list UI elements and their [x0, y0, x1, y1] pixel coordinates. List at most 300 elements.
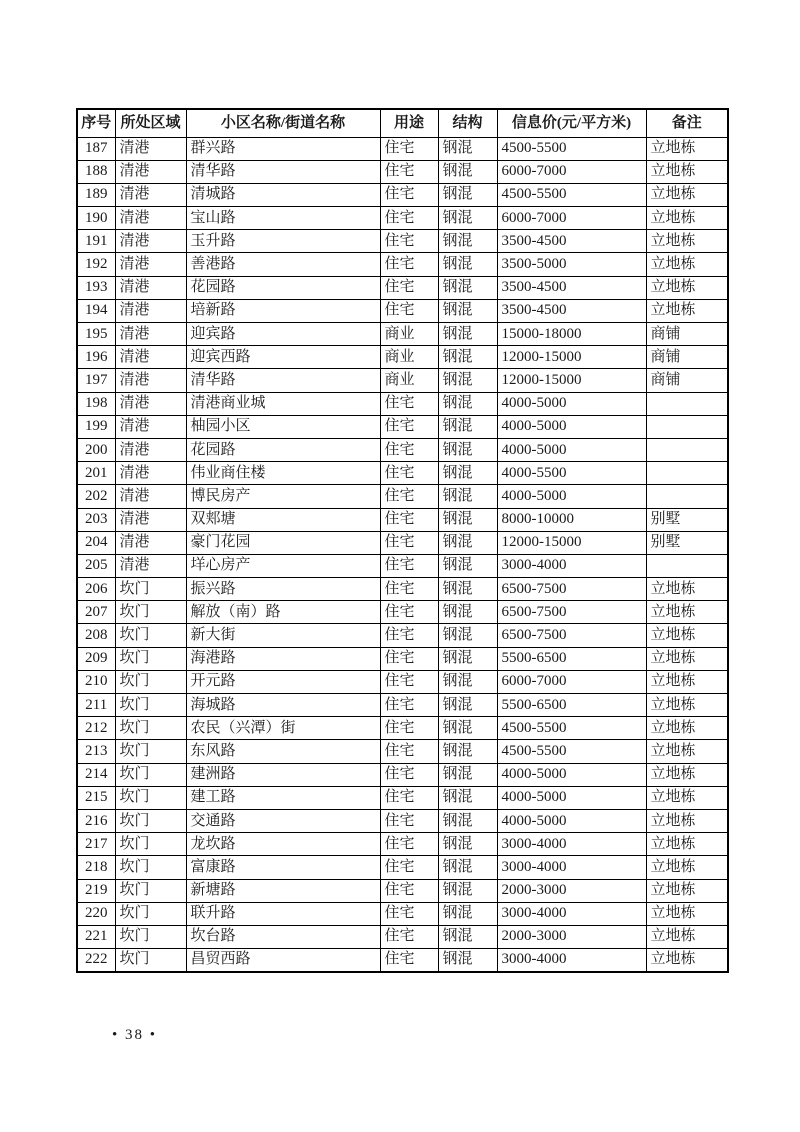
cell-use: 住宅 [380, 299, 438, 322]
cell-remark: 立地栋 [646, 949, 728, 972]
cell-area: 坎门 [115, 949, 186, 972]
cell-remark: 立地栋 [646, 763, 728, 786]
table-row [77, 833, 728, 856]
cell-struct: 钢混 [438, 763, 497, 786]
cell-seq: 204 [77, 531, 115, 554]
cell-name: 双郏塘 [186, 508, 380, 531]
cell-seq: 219 [77, 879, 115, 902]
cell-seq: 211 [77, 694, 115, 717]
table-row [77, 415, 728, 438]
cell-price: 3000-4000 [497, 856, 646, 879]
cell-remark: 立地栋 [646, 207, 728, 230]
cell-price: 12000-15000 [497, 346, 646, 369]
cell-seq: 202 [77, 485, 115, 508]
cell-remark [646, 462, 728, 485]
cell-area: 清港 [115, 207, 186, 230]
cell-struct: 钢混 [438, 856, 497, 879]
cell-area: 清港 [115, 253, 186, 276]
table-row [77, 369, 728, 392]
cell-price: 4000-5000 [497, 392, 646, 415]
cell-area: 坎门 [115, 786, 186, 809]
cell-seq: 201 [77, 462, 115, 485]
cell-struct: 钢混 [438, 717, 497, 740]
cell-remark: 商铺 [646, 323, 728, 346]
cell-name: 新塘路 [186, 879, 380, 902]
cell-price: 6500-7500 [497, 578, 646, 601]
cell-use: 住宅 [380, 670, 438, 693]
cell-remark: 别墅 [646, 531, 728, 554]
cell-use: 住宅 [380, 415, 438, 438]
table-row [77, 856, 728, 879]
cell-struct: 钢混 [438, 879, 497, 902]
cell-price: 4500-5500 [497, 137, 646, 160]
cell-remark [646, 415, 728, 438]
cell-area: 清港 [115, 276, 186, 299]
cell-use: 住宅 [380, 137, 438, 160]
cell-remark: 立地栋 [646, 183, 728, 206]
cell-area: 坎门 [115, 925, 186, 948]
cell-area: 清港 [115, 438, 186, 461]
cell-remark: 别墅 [646, 508, 728, 531]
cell-seq: 217 [77, 833, 115, 856]
cell-price: 3500-4500 [497, 230, 646, 253]
cell-struct: 钢混 [438, 508, 497, 531]
table-row [77, 485, 728, 508]
cell-use: 住宅 [380, 554, 438, 577]
table-row [77, 809, 728, 832]
cell-struct: 钢混 [438, 137, 497, 160]
cell-use: 住宅 [380, 276, 438, 299]
cell-remark: 立地栋 [646, 647, 728, 670]
cell-price: 4500-5500 [497, 740, 646, 763]
cell-seq: 192 [77, 253, 115, 276]
cell-use: 住宅 [380, 578, 438, 601]
cell-use: 商业 [380, 323, 438, 346]
cell-struct: 钢混 [438, 809, 497, 832]
cell-seq: 208 [77, 624, 115, 647]
cell-area: 坎门 [115, 624, 186, 647]
cell-use: 住宅 [380, 740, 438, 763]
cell-use: 住宅 [380, 717, 438, 740]
cell-remark: 商铺 [646, 369, 728, 392]
cell-name: 清港商业城 [186, 392, 380, 415]
table-row [77, 137, 728, 160]
table-row [77, 253, 728, 276]
cell-use: 住宅 [380, 902, 438, 925]
cell-price: 12000-15000 [497, 531, 646, 554]
table-row [77, 717, 728, 740]
column-header-remark: 备注 [646, 109, 728, 137]
cell-struct: 钢混 [438, 740, 497, 763]
cell-use: 住宅 [380, 462, 438, 485]
column-header-name: 小区名称/街道名称 [186, 109, 380, 137]
cell-name: 豪门花园 [186, 531, 380, 554]
column-header-struct: 结构 [438, 109, 497, 137]
cell-seq: 207 [77, 601, 115, 624]
cell-name: 东风路 [186, 740, 380, 763]
cell-seq: 196 [77, 346, 115, 369]
cell-use: 住宅 [380, 485, 438, 508]
table-row [77, 925, 728, 948]
column-header-seq: 序号 [77, 109, 115, 137]
table-row [77, 183, 728, 206]
cell-seq: 213 [77, 740, 115, 763]
price-table [76, 108, 729, 973]
cell-area: 坎门 [115, 763, 186, 786]
column-header-use: 用途 [380, 109, 438, 137]
cell-price: 3000-4000 [497, 949, 646, 972]
cell-use: 住宅 [380, 183, 438, 206]
cell-seq: 188 [77, 160, 115, 183]
cell-struct: 钢混 [438, 670, 497, 693]
cell-seq: 189 [77, 183, 115, 206]
cell-use: 住宅 [380, 925, 438, 948]
cell-struct: 钢混 [438, 601, 497, 624]
cell-name: 建洲路 [186, 763, 380, 786]
cell-use: 住宅 [380, 508, 438, 531]
cell-seq: 210 [77, 670, 115, 693]
table-row [77, 230, 728, 253]
cell-name: 坎台路 [186, 925, 380, 948]
table-row [77, 323, 728, 346]
cell-use: 住宅 [380, 392, 438, 415]
cell-price: 3000-4000 [497, 554, 646, 577]
cell-price: 4500-5500 [497, 183, 646, 206]
cell-name: 海港路 [186, 647, 380, 670]
cell-remark: 立地栋 [646, 670, 728, 693]
cell-use: 住宅 [380, 624, 438, 647]
table-row [77, 601, 728, 624]
cell-remark: 立地栋 [646, 740, 728, 763]
table-row [77, 578, 728, 601]
cell-seq: 194 [77, 299, 115, 322]
cell-area: 坎门 [115, 647, 186, 670]
cell-remark: 立地栋 [646, 276, 728, 299]
cell-seq: 195 [77, 323, 115, 346]
table-row [77, 508, 728, 531]
cell-price: 4000-5000 [497, 438, 646, 461]
cell-remark: 商铺 [646, 346, 728, 369]
cell-use: 商业 [380, 369, 438, 392]
cell-remark [646, 554, 728, 577]
cell-struct: 钢混 [438, 183, 497, 206]
cell-name: 富康路 [186, 856, 380, 879]
cell-struct: 钢混 [438, 346, 497, 369]
cell-area: 清港 [115, 462, 186, 485]
cell-area: 清港 [115, 508, 186, 531]
cell-area: 坎门 [115, 902, 186, 925]
cell-struct: 钢混 [438, 949, 497, 972]
cell-struct: 钢混 [438, 462, 497, 485]
cell-area: 坎门 [115, 694, 186, 717]
cell-name: 海城路 [186, 694, 380, 717]
cell-price: 15000-18000 [497, 323, 646, 346]
cell-name: 建工路 [186, 786, 380, 809]
table-row [77, 462, 728, 485]
cell-use: 住宅 [380, 438, 438, 461]
cell-seq: 198 [77, 392, 115, 415]
cell-seq: 197 [77, 369, 115, 392]
cell-area: 坎门 [115, 717, 186, 740]
cell-seq: 221 [77, 925, 115, 948]
cell-price: 3500-5000 [497, 253, 646, 276]
cell-name: 龙坎路 [186, 833, 380, 856]
cell-seq: 190 [77, 207, 115, 230]
cell-struct: 钢混 [438, 786, 497, 809]
cell-seq: 205 [77, 554, 115, 577]
table-row [77, 740, 728, 763]
cell-seq: 214 [77, 763, 115, 786]
cell-name: 清华路 [186, 160, 380, 183]
cell-area: 清港 [115, 160, 186, 183]
cell-name: 玉升路 [186, 230, 380, 253]
cell-remark: 立地栋 [646, 299, 728, 322]
cell-price: 5500-6500 [497, 694, 646, 717]
cell-remark: 立地栋 [646, 578, 728, 601]
cell-use: 住宅 [380, 949, 438, 972]
table-row [77, 299, 728, 322]
cell-struct: 钢混 [438, 833, 497, 856]
cell-struct: 钢混 [438, 369, 497, 392]
table-row [77, 554, 728, 577]
cell-struct: 钢混 [438, 624, 497, 647]
cell-price: 4000-5000 [497, 763, 646, 786]
cell-seq: 187 [77, 137, 115, 160]
cell-seq: 200 [77, 438, 115, 461]
cell-remark: 立地栋 [646, 694, 728, 717]
cell-price: 8000-10000 [497, 508, 646, 531]
cell-struct: 钢混 [438, 554, 497, 577]
header-row [77, 109, 728, 137]
cell-struct: 钢混 [438, 230, 497, 253]
cell-price: 4500-5500 [497, 717, 646, 740]
table-row [77, 670, 728, 693]
cell-struct: 钢混 [438, 902, 497, 925]
cell-seq: 215 [77, 786, 115, 809]
cell-name: 迎宾西路 [186, 346, 380, 369]
cell-name: 昌贸西路 [186, 949, 380, 972]
cell-remark: 立地栋 [646, 786, 728, 809]
cell-area: 清港 [115, 323, 186, 346]
cell-name: 垟心房产 [186, 554, 380, 577]
cell-name: 伟业商住楼 [186, 462, 380, 485]
cell-struct: 钢混 [438, 578, 497, 601]
cell-area: 清港 [115, 392, 186, 415]
cell-area: 坎门 [115, 670, 186, 693]
cell-remark: 立地栋 [646, 230, 728, 253]
cell-remark: 立地栋 [646, 717, 728, 740]
cell-price: 2000-3000 [497, 879, 646, 902]
cell-struct: 钢混 [438, 485, 497, 508]
table-row [77, 694, 728, 717]
table-row [77, 531, 728, 554]
cell-name: 培新路 [186, 299, 380, 322]
cell-remark [646, 485, 728, 508]
cell-remark: 立地栋 [646, 624, 728, 647]
cell-remark: 立地栋 [646, 833, 728, 856]
cell-struct: 钢混 [438, 323, 497, 346]
cell-name: 新大街 [186, 624, 380, 647]
table-body [77, 137, 728, 972]
cell-remark: 立地栋 [646, 809, 728, 832]
cell-name: 宝山路 [186, 207, 380, 230]
page-number: • 38 • [112, 1027, 158, 1043]
cell-name: 清城路 [186, 183, 380, 206]
cell-seq: 193 [77, 276, 115, 299]
column-header-area: 所处区域 [115, 109, 186, 137]
cell-use: 商业 [380, 346, 438, 369]
cell-area: 清港 [115, 183, 186, 206]
cell-name: 博民房产 [186, 485, 380, 508]
table-row [77, 160, 728, 183]
cell-use: 住宅 [380, 786, 438, 809]
cell-struct: 钢混 [438, 438, 497, 461]
cell-seq: 218 [77, 856, 115, 879]
table-row [77, 763, 728, 786]
cell-name: 解放（南）路 [186, 601, 380, 624]
cell-use: 住宅 [380, 253, 438, 276]
table-header [77, 109, 728, 137]
cell-area: 清港 [115, 554, 186, 577]
cell-price: 3500-4500 [497, 299, 646, 322]
cell-area: 清港 [115, 415, 186, 438]
cell-area: 清港 [115, 531, 186, 554]
cell-struct: 钢混 [438, 299, 497, 322]
table-row [77, 624, 728, 647]
cell-struct: 钢混 [438, 253, 497, 276]
table-row [77, 949, 728, 972]
cell-name: 群兴路 [186, 137, 380, 160]
cell-name: 联升路 [186, 902, 380, 925]
cell-price: 12000-15000 [497, 369, 646, 392]
cell-price: 4000-5000 [497, 786, 646, 809]
cell-struct: 钢混 [438, 694, 497, 717]
cell-seq: 222 [77, 949, 115, 972]
cell-remark: 立地栋 [646, 601, 728, 624]
column-header-price: 信息价(元/平方米) [497, 109, 646, 137]
table-row [77, 786, 728, 809]
cell-struct: 钢混 [438, 415, 497, 438]
cell-use: 住宅 [380, 647, 438, 670]
table-row [77, 207, 728, 230]
cell-area: 坎门 [115, 856, 186, 879]
cell-name: 清华路 [186, 369, 380, 392]
cell-use: 住宅 [380, 879, 438, 902]
table-row [77, 879, 728, 902]
cell-name: 农民（兴潭）街 [186, 717, 380, 740]
cell-remark: 立地栋 [646, 902, 728, 925]
cell-area: 坎门 [115, 601, 186, 624]
cell-name: 开元路 [186, 670, 380, 693]
cell-price: 6500-7500 [497, 624, 646, 647]
cell-use: 住宅 [380, 694, 438, 717]
price-table-container [76, 108, 729, 973]
cell-use: 住宅 [380, 531, 438, 554]
cell-struct: 钢混 [438, 160, 497, 183]
cell-name: 花园路 [186, 276, 380, 299]
table-row [77, 438, 728, 461]
cell-area: 坎门 [115, 833, 186, 856]
table-row [77, 346, 728, 369]
cell-remark: 立地栋 [646, 925, 728, 948]
cell-name: 花园路 [186, 438, 380, 461]
cell-seq: 209 [77, 647, 115, 670]
cell-use: 住宅 [380, 601, 438, 624]
cell-seq: 220 [77, 902, 115, 925]
cell-use: 住宅 [380, 207, 438, 230]
cell-price: 4000-5500 [497, 462, 646, 485]
cell-price: 4000-5000 [497, 809, 646, 832]
cell-price: 6000-7000 [497, 160, 646, 183]
cell-struct: 钢混 [438, 531, 497, 554]
cell-struct: 钢混 [438, 392, 497, 415]
cell-area: 清港 [115, 346, 186, 369]
cell-name: 柚园小区 [186, 415, 380, 438]
cell-remark [646, 392, 728, 415]
cell-price: 3000-4000 [497, 833, 646, 856]
cell-area: 坎门 [115, 740, 186, 763]
cell-price: 6000-7000 [497, 670, 646, 693]
cell-use: 住宅 [380, 833, 438, 856]
table-row [77, 902, 728, 925]
cell-seq: 206 [77, 578, 115, 601]
cell-name: 交通路 [186, 809, 380, 832]
cell-seq: 191 [77, 230, 115, 253]
cell-price: 3000-4000 [497, 902, 646, 925]
cell-use: 住宅 [380, 160, 438, 183]
cell-use: 住宅 [380, 809, 438, 832]
cell-price: 5500-6500 [497, 647, 646, 670]
cell-price: 6500-7500 [497, 601, 646, 624]
cell-seq: 212 [77, 717, 115, 740]
cell-seq: 203 [77, 508, 115, 531]
cell-remark: 立地栋 [646, 856, 728, 879]
cell-use: 住宅 [380, 856, 438, 879]
cell-seq: 199 [77, 415, 115, 438]
cell-area: 清港 [115, 230, 186, 253]
cell-area: 坎门 [115, 879, 186, 902]
cell-name: 振兴路 [186, 578, 380, 601]
cell-remark: 立地栋 [646, 253, 728, 276]
cell-remark: 立地栋 [646, 879, 728, 902]
cell-price: 2000-3000 [497, 925, 646, 948]
cell-name: 迎宾路 [186, 323, 380, 346]
cell-struct: 钢混 [438, 276, 497, 299]
cell-area: 清港 [115, 485, 186, 508]
cell-price: 6000-7000 [497, 207, 646, 230]
cell-use: 住宅 [380, 230, 438, 253]
cell-remark: 立地栋 [646, 137, 728, 160]
table-row [77, 392, 728, 415]
cell-seq: 216 [77, 809, 115, 832]
cell-struct: 钢混 [438, 925, 497, 948]
cell-area: 坎门 [115, 578, 186, 601]
cell-area: 清港 [115, 369, 186, 392]
table-row [77, 647, 728, 670]
cell-price: 4000-5000 [497, 485, 646, 508]
cell-area: 清港 [115, 137, 186, 160]
cell-area: 清港 [115, 299, 186, 322]
cell-remark [646, 438, 728, 461]
cell-name: 善港路 [186, 253, 380, 276]
cell-price: 3500-4500 [497, 276, 646, 299]
cell-struct: 钢混 [438, 647, 497, 670]
table-row [77, 276, 728, 299]
cell-area: 坎门 [115, 809, 186, 832]
cell-struct: 钢混 [438, 207, 497, 230]
cell-price: 4000-5000 [497, 415, 646, 438]
cell-remark: 立地栋 [646, 160, 728, 183]
